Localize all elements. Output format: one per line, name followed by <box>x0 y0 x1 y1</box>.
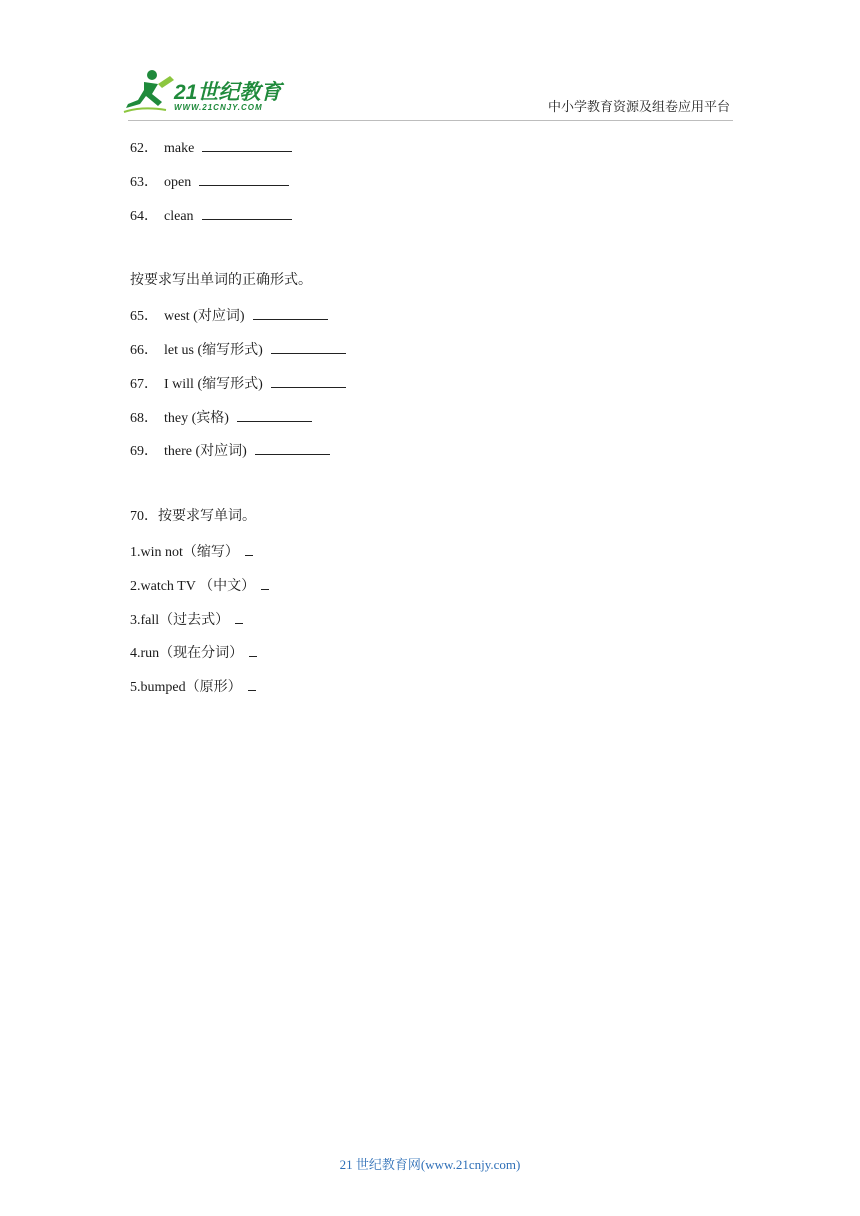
runner-logo-icon <box>122 66 178 116</box>
question-word: I will (缩写形式) <box>164 376 263 392</box>
answer-blank[interactable] <box>255 440 330 455</box>
answer-blank[interactable] <box>245 541 253 556</box>
answer-blank[interactable] <box>199 171 289 186</box>
subquestion-2 <box>130 575 750 595</box>
answer-blank[interactable] <box>249 642 257 657</box>
subquestion-text: 4.run（现在分词） <box>130 646 244 662</box>
question-word: make <box>164 141 195 156</box>
spacer <box>130 238 750 271</box>
answer-blank[interactable] <box>235 609 243 624</box>
subquestion-5 <box>130 676 750 696</box>
subquestion-text: 2.watch TV （中文） <box>130 578 256 594</box>
question-68 <box>130 407 750 427</box>
question-number: 65． <box>130 309 158 325</box>
section-instruction: 按要求写出单词的正确形式。 <box>130 273 312 289</box>
platform-tagline: 中小学教育资源及组卷应用平台 <box>547 99 730 114</box>
question-number: 69． <box>130 444 158 460</box>
answer-blank[interactable] <box>271 339 346 354</box>
subquestion-text: 1.win not（缩写） <box>130 544 239 560</box>
question-word: clean <box>164 208 194 224</box>
answer-blank[interactable] <box>202 205 292 220</box>
site-logo[interactable] <box>122 66 292 118</box>
subquestion-text: 5.bumped（原形） <box>130 680 242 696</box>
question-number: 66． <box>130 342 158 358</box>
page-header <box>0 0 860 125</box>
question-number: 68． <box>130 410 158 426</box>
subquestion-text: 3.fall（过去式） <box>130 612 230 628</box>
spacer <box>130 474 750 507</box>
logo-text: 21世纪教育 <box>174 81 282 104</box>
question-word: they (宾格) <box>164 410 229 426</box>
answer-blank[interactable] <box>261 575 269 590</box>
answer-blank[interactable] <box>202 137 292 152</box>
logo-url: WWW.21CNJY.COM <box>174 103 263 112</box>
subquestion-3 <box>130 609 750 629</box>
question-number: 67． <box>130 376 158 392</box>
question-number: 64． <box>130 208 158 224</box>
answer-blank[interactable] <box>237 407 312 422</box>
question-number: 63． <box>130 174 158 190</box>
question-66 <box>130 339 750 359</box>
question-65 <box>130 305 750 325</box>
subquestion-1 <box>130 541 750 561</box>
subquestion-4 <box>130 642 750 662</box>
answer-blank[interactable] <box>248 676 256 691</box>
answer-blank[interactable] <box>271 373 346 388</box>
question-64 <box>130 205 750 225</box>
page-footer[interactable]: 21 世纪教育网(www.21cnjy.com) <box>339 1157 521 1172</box>
question-word: there (对应词) <box>164 444 247 460</box>
question-word: let us (缩写形式) <box>164 342 263 358</box>
answer-blank[interactable] <box>253 305 328 320</box>
question-63 <box>130 171 750 191</box>
question-69 <box>130 440 750 460</box>
worksheet-body <box>130 137 750 710</box>
question-word: open <box>164 174 192 190</box>
question-word: west (对应词) <box>164 309 245 325</box>
question-70-title: 70．按要求写单词。 <box>130 509 256 525</box>
header-divider <box>128 120 733 121</box>
question-number: 62． <box>130 141 158 156</box>
question-62 <box>130 137 750 157</box>
question-67 <box>130 373 750 393</box>
